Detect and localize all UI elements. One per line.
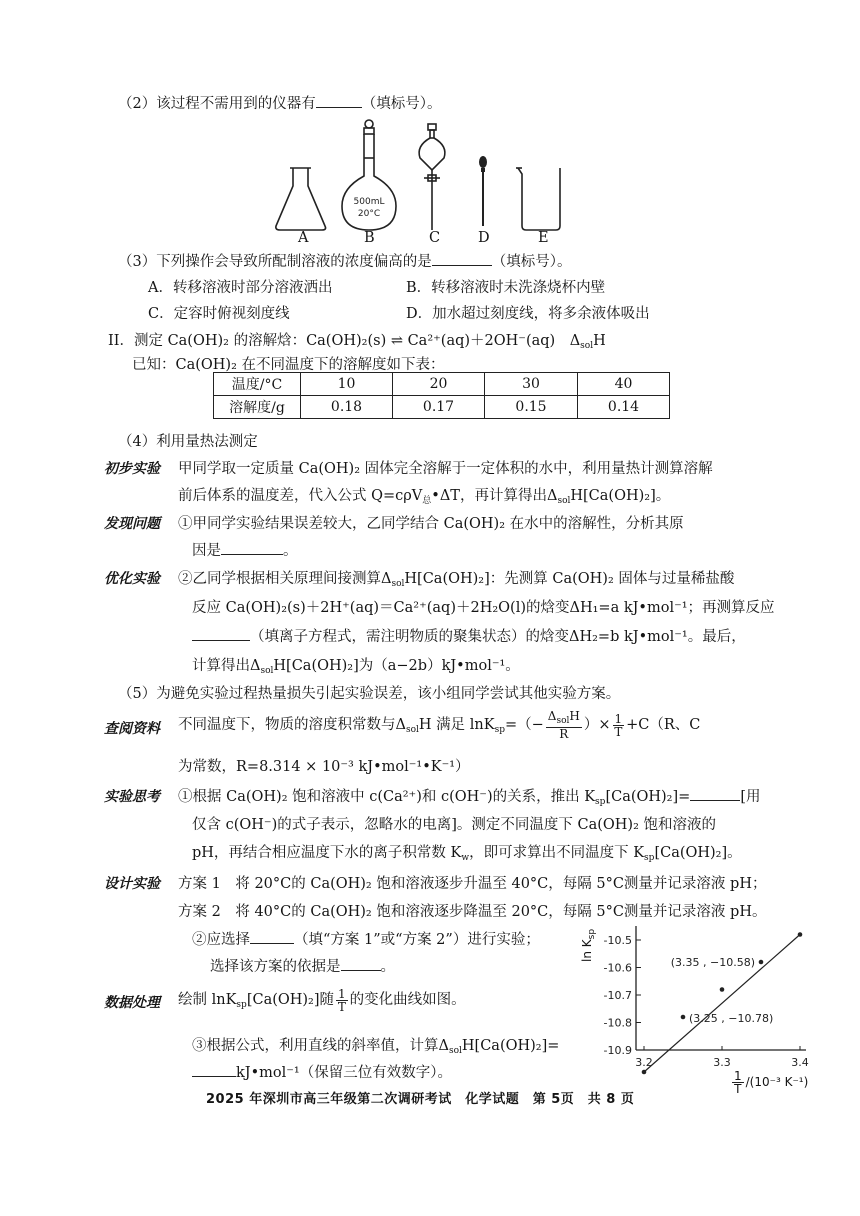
label-d: D: [478, 230, 490, 246]
step3-line1: ②乙同学根据相关原理间接测算$\Delta_{sol}H[Ca(OH)_2]$：先测算 Ca(OH)₂ 固体与过量稀盐酸: [178, 571, 735, 589]
label-a: A: [298, 230, 309, 246]
answer-blank[interactable]: [316, 93, 362, 108]
step5-line2: 仅含 c(OH⁻)的式子表示，忽略水的电离]。测定不同温度下 Ca(OH)₂ 饱和溶液的: [192, 817, 717, 833]
answer-blank[interactable]: [432, 251, 492, 266]
lnksp-chart: [588, 920, 818, 1095]
q4-title: （4）利用量热法测定: [118, 434, 258, 450]
step3-line4: 计算得出$\Delta_{sol}H[Ca(OH)_2]$为（a−2b）kJ•mol⁻¹。: [192, 658, 520, 676]
answer-blank[interactable]: [192, 626, 250, 641]
step4-line1: 不同温度下，物质的溶度积常数与$\Delta_{sol}H$ 满足 lnK$_{sp}$=（− $\frac{\Delta_{sol}H}{R}$ ）× $\frac{1}{T}$ +C（R、C: [178, 709, 701, 741]
page-footer: 2025 年深圳市高三年级第二次调研考试 化学试题 第 5页 共 8 页: [206, 1092, 635, 1107]
step6-q2-line1: ②应选择 （填“方案 1”或“方案 2”）进行实验；: [192, 928, 540, 949]
answer-blank[interactable]: [221, 540, 283, 555]
q5-title: （5）为避免实验过程热量损失引起实验误差，该小组同学尝试其他实验方案。: [118, 686, 621, 702]
q2-line: （2）该过程不需用到的仪器有 （填标号）。: [118, 92, 441, 113]
table-header-cell: 溶解度/g: [214, 396, 301, 419]
label-preliminary: 初步实验: [104, 461, 160, 477]
table-row: [214, 396, 670, 419]
x-tick-label: 3.4: [791, 1056, 809, 1069]
label-b: B: [364, 230, 375, 246]
table-cell: 0.14: [578, 396, 670, 419]
step5-line1: ①根据 Ca(OH)₂ 饱和溶液中 c(Ca²⁺)和 c(OH⁻)的关系，推出 $K_{sp}[Ca(OH)_2]=$ [用: [178, 785, 760, 807]
apparatus-figure: [270, 118, 570, 248]
table-cell: 0.17: [393, 396, 485, 419]
fraction-dh-over-r: $\frac{\Delta_{sol}H}{R}$: [547, 709, 580, 741]
label-references: 查阅资料: [104, 721, 160, 737]
table-row: [214, 373, 670, 396]
step5-line3: pH，再结合相应温度下水的离子积常数 $K_w$，即可求算出不同温度下 $K_{sp}[Ca(OH)_2]$。: [192, 845, 742, 863]
option-c: C．定容时俯视刻度线: [148, 306, 290, 322]
option-b: B．转移溶液时未洗涤烧杯内壁: [406, 280, 606, 296]
label-design: 设计实验: [104, 876, 160, 892]
conical-flask-icon: [276, 168, 326, 230]
step2-line2: 因是 。: [192, 539, 298, 560]
x-tick-label: 3.3: [713, 1056, 731, 1069]
step3-line2: 反应 Ca(OH)₂(s)＋2H⁺(aq)＝Ca²⁺(aq)＋2H₂O(l)的焓变ΔH₁=a kJ•mol⁻¹；再测算反应: [192, 600, 775, 616]
step3-line3: （填离子方程式，需注明物质的聚集状态）的焓变ΔH₂=b kJ•mol⁻¹。最后，: [192, 625, 746, 646]
answer-blank[interactable]: [690, 786, 740, 801]
label-optimize: 优化实验: [104, 571, 160, 587]
flask-temp-text: 20°C: [357, 209, 381, 219]
step7-q3-line2: kJ•mol⁻¹（保留三位有效数字）。: [192, 1061, 452, 1082]
point-annotation: (3.35 , −10.58): [670, 956, 755, 969]
plan1: 方案 1 将 20°C的 Ca(OH)₂ 饱和溶液逐步升温至 40°C，每隔 5°C测量并记录溶液 pH；: [178, 876, 767, 892]
table-cell: 0.15: [485, 396, 578, 419]
beaker-icon: [516, 168, 560, 230]
label-data: 数据处理: [104, 995, 160, 1011]
plan2: 方案 2 将 40°C的 Ca(OH)₂ 饱和溶液逐步降温至 20°C，每隔 5°C测量并记录溶液 pH。: [178, 904, 767, 920]
y-tick-label: -10.8: [603, 1016, 632, 1030]
point-annotation: (3.25 , −10.78): [689, 1012, 774, 1025]
data-point: [642, 1070, 647, 1075]
part2-known: 已知：Ca(OH)₂ 在不同温度下的溶解度如下表：: [132, 357, 445, 373]
chart-xlabel: $\frac{1}{T}$ /(10⁻³ K⁻¹): [734, 1069, 809, 1096]
answer-blank[interactable]: [250, 929, 294, 944]
data-point: [798, 932, 803, 937]
label-thinking: 实验思考: [104, 789, 160, 805]
solubility-table: [213, 372, 670, 419]
q3-line: （3）下列操作会导致所配制溶液的浓度偏高的是 （填标号）。: [118, 250, 571, 271]
label-problem: 发现问题: [104, 516, 160, 532]
data-point: [681, 1015, 686, 1020]
step7-q3-line1: ③根据公式，利用直线的斜率值，计算$\Delta_{sol}H[Ca(OH)_2]=$: [192, 1038, 560, 1056]
fraction-1-over-t: $\frac{1}{T}$: [614, 711, 623, 739]
answer-blank[interactable]: [341, 956, 381, 971]
flask-volume-text: 500mL: [353, 197, 385, 207]
fraction-1-over-t: $\frac{1}{T}$: [734, 1069, 742, 1096]
step2-line1: ①甲同学实验结果误差较大，乙同学结合 Ca(OH)₂ 在水中的溶解性，分析其原: [178, 516, 684, 532]
step7-line1: 绘制 lnK$_{sp}$[Ca(OH)₂]随 $\frac{1}{T}$ 的变化曲线如图。: [178, 986, 466, 1014]
label-e: E: [538, 230, 549, 246]
y-tick-label: -10.7: [603, 989, 632, 1002]
step1-line1: 甲同学取一定质量 Ca(OH)₂ 固体完全溶解于一定体积的水中，利用量热计测算溶解: [178, 461, 713, 477]
separatory-funnel-icon: [419, 124, 445, 230]
chart-ylabel: $\ln K_{sp}$: [580, 928, 597, 962]
data-point: [720, 987, 725, 992]
table-header-cell: 温度/°C: [214, 373, 301, 396]
step6-q2-line2: 选择该方案的依据是 。: [210, 955, 395, 976]
table-cell: 20: [393, 373, 485, 396]
option-d: D．加水超过刻度线，将多余液体吸出: [406, 306, 650, 322]
table-cell: 40: [578, 373, 670, 396]
step1-line2: 前后体系的温度差，代入公式 Q=cρV$_总$•ΔT，再计算得出$\Delta_{sol}H[Ca(OH)_2]$。: [178, 488, 671, 506]
table-cell: 10: [301, 373, 393, 396]
y-tick-label: -10.5: [603, 934, 632, 947]
data-point: [759, 960, 764, 965]
table-cell: 0.18: [301, 396, 393, 419]
step4-line2: 为常数，R=8.314 × 10⁻³ kJ•mol⁻¹•K⁻¹）: [178, 759, 470, 775]
fraction-1-over-t: $\frac{1}{T}$: [337, 986, 346, 1014]
dropper-icon: [479, 156, 487, 226]
label-c: C: [429, 230, 441, 246]
y-tick-label: -10.9: [603, 1044, 632, 1057]
answer-blank[interactable]: [192, 1062, 236, 1077]
y-tick-label: -10.6: [603, 961, 632, 975]
x-tick-label: 3.2: [635, 1056, 653, 1069]
part2-heading: II．测定 Ca(OH)₂ 的溶解焓：Ca(OH)₂(s) ⇌ Ca²⁺(aq)＋2OH⁻(aq) $\Delta_{sol}H$: [108, 333, 606, 351]
table-cell: 30: [485, 373, 578, 396]
option-a: A．转移溶液时部分溶液洒出: [148, 280, 333, 296]
